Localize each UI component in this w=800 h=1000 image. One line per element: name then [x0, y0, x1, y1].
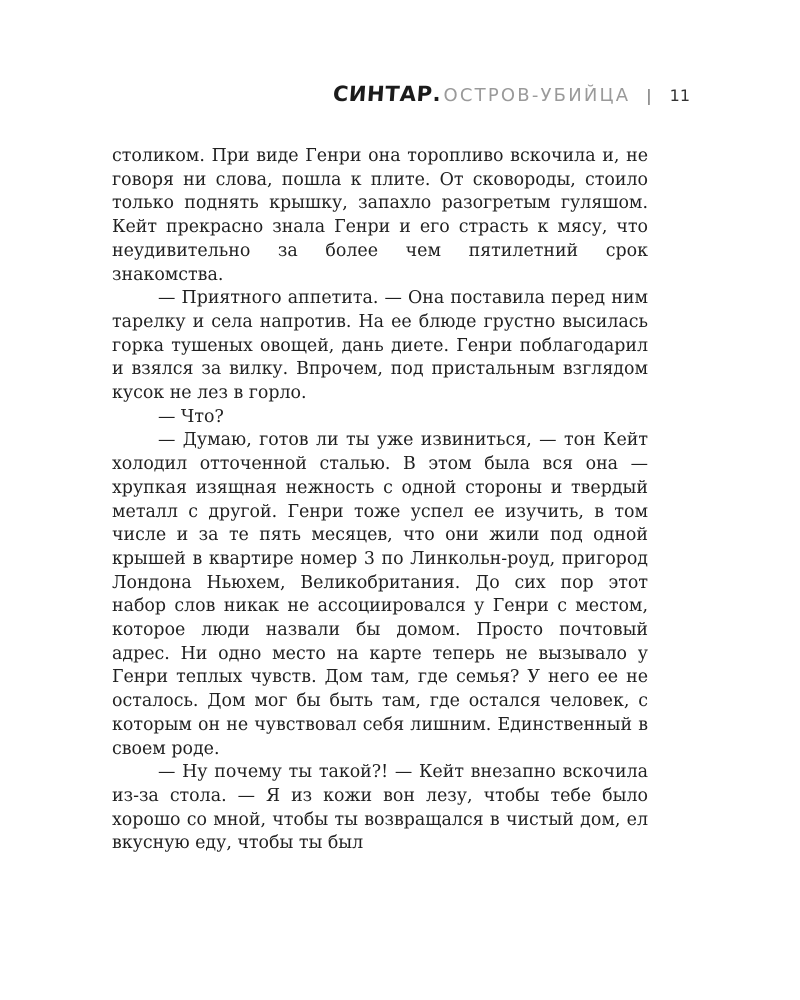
body-text — [112, 145, 648, 856]
running-head — [333, 82, 690, 106]
paragraph: — Приятного аппетита. — Она поставила перед ним тарелку и села напротив. На ее блюде грустно высилась горка тушеных овощей, дань диете. Генри поблагодарил и взялся за вилку. Впрочем, под пристальным взглядом кусок не лез в горло. — [112, 288, 648, 404]
book-title: ОСТРОВ-УБИЙЦА — [443, 85, 631, 106]
paragraph: — Ну почему ты такой?! — Кейт внезапно вскочила из-за стола. — Я из кожи вон лезу, чтобы тебе было хорошо со мной, чтобы ты возвращался в чистый дом, ел вкусную еду, чтобы ты был — [112, 762, 648, 854]
paragraph: столиком. При виде Генри она торопливо вскочила и, не говоря ни слова, пошла к плите. От сковороды, стоило только поднять крышку, запахло разогретым гуляшом. Кейт прекрасно знала Генри и его страсть к мясу, что неудивительно за более чем пятилетний срок знакомства. — [112, 146, 648, 285]
series-dot: . — [432, 82, 441, 106]
series-logo: СИНТАР — [332, 82, 434, 106]
paragraph: — Что? — [158, 406, 224, 427]
page-number: 11 — [669, 86, 690, 105]
paragraph: — Думаю, готов ли ты уже извиниться, — тон Кейт холодил отточенной сталью. В этом была вся она — хрупкая изящная нежность с одной стороны и твердый металл с другой. Генри тоже успел ее изучить, в том числе и за те пять месяцев, что они жили под одной крышей в квартире номер 3 по Линкольн-роуд, пригород Лондона Ньюхем, Великобритания. До сих пор этот набор слов никак не ассоциировался у Генри с местом, которое люди назвали бы домом. Просто почтовый адрес. Ни одно место на карте теперь не вызывало у Генри теплых чувств. Дом там, где семья? У него ее не осталось. Дом мог бы быть там, где остался человек, с которым он не чувствовал себя лишним. Единственный в своем роде. — [112, 430, 648, 759]
header-divider: | — [646, 86, 652, 105]
